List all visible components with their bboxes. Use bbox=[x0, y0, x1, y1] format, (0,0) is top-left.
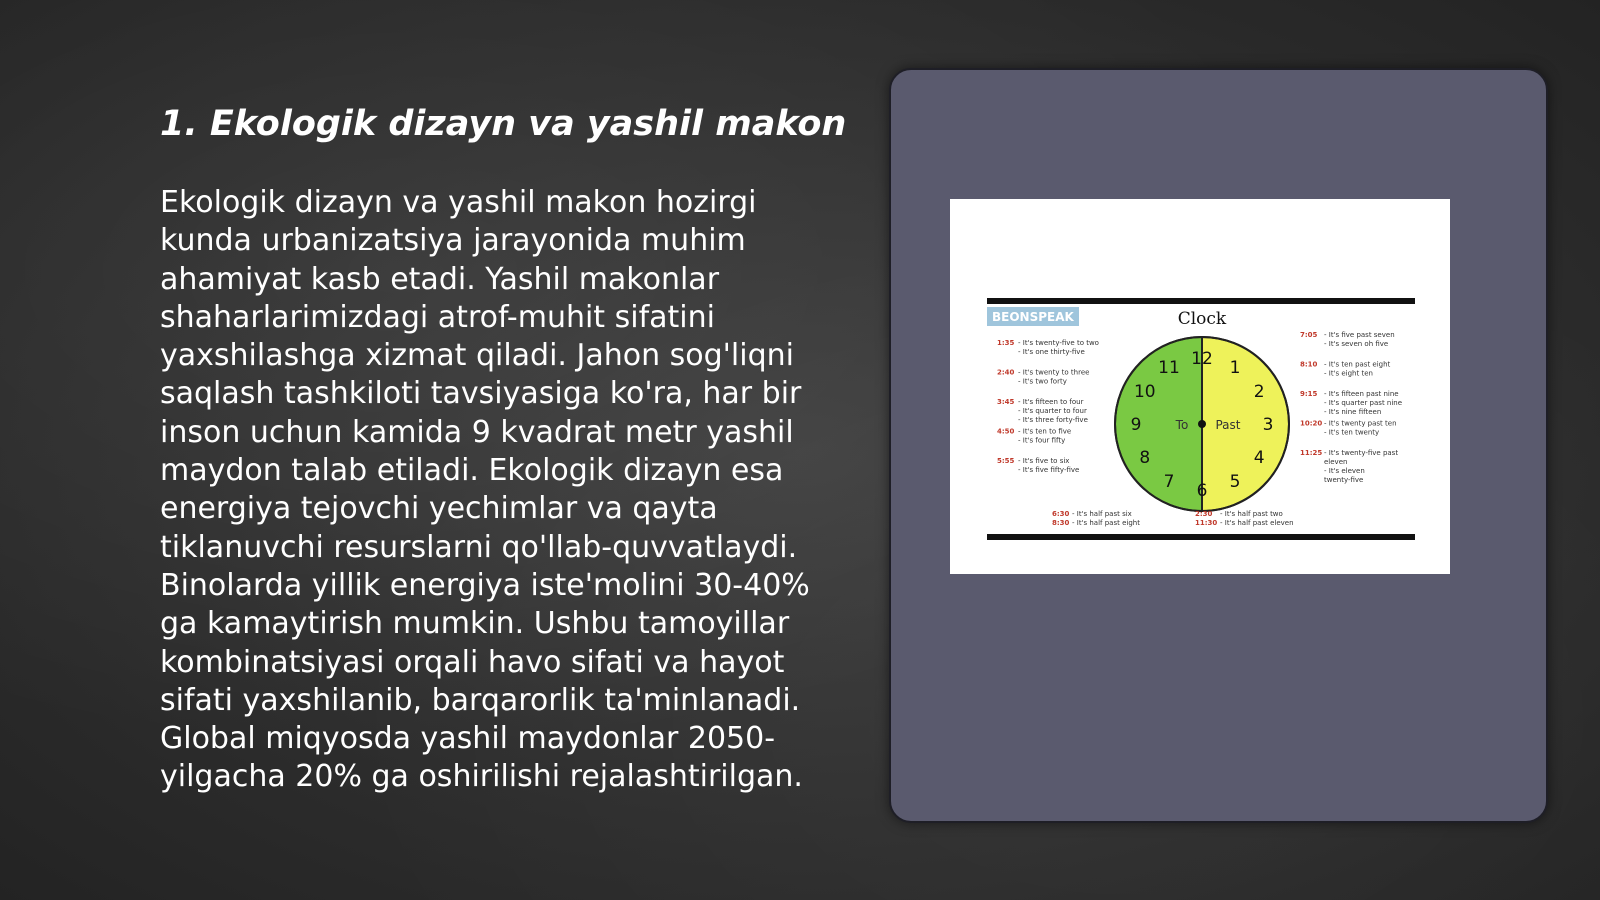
note-time: 11:30 bbox=[1195, 519, 1218, 527]
body-line: yaxshilashga xizmat qiladi. Jahon sog'liqni bbox=[160, 338, 794, 374]
note-line: - It's twenty-five to two bbox=[1018, 339, 1099, 347]
body-line: kunda urbanizatsiya jarayonida muhim bbox=[160, 223, 746, 259]
clock-number: 10 bbox=[1133, 382, 1156, 402]
right-notes bbox=[1300, 331, 1402, 484]
note-time: 4:50 bbox=[997, 427, 1015, 436]
note-time: 8:10 bbox=[1300, 360, 1318, 369]
note-time: 1:35 bbox=[997, 339, 1015, 347]
note-line: - It's twenty past ten bbox=[1324, 419, 1397, 428]
clock-number: 1 bbox=[1229, 357, 1241, 378]
body-line: sifati yaxshilanib, barqarorlik ta'minlanadi. bbox=[160, 682, 801, 718]
note-time: 9:15 bbox=[1300, 390, 1318, 398]
clock-number: 12 bbox=[1191, 349, 1213, 369]
clock-illustration bbox=[950, 199, 1450, 574]
bottom-notes bbox=[1052, 510, 1294, 527]
clock-number: 7 bbox=[1163, 472, 1175, 493]
note-line: - It's five fifty-five bbox=[1018, 466, 1080, 474]
note-time: 5:55 bbox=[997, 457, 1015, 465]
clock-number: 3 bbox=[1262, 415, 1274, 435]
clock-center bbox=[1198, 420, 1206, 428]
note-time: 10:20 bbox=[1300, 419, 1323, 428]
note-line: twenty-five bbox=[1324, 476, 1364, 484]
clock-number: 2 bbox=[1253, 382, 1265, 402]
clock-face bbox=[1115, 337, 1289, 511]
note-line: - It's ten twenty bbox=[1324, 428, 1380, 437]
note-line: - It's ten to five bbox=[1018, 427, 1072, 436]
note-line: - It's quarter past nine bbox=[1324, 399, 1403, 407]
note-line: - It's three forty-five bbox=[1018, 416, 1088, 424]
note-line: - It's half past six bbox=[1072, 510, 1132, 518]
image-title: Clock bbox=[1177, 309, 1227, 329]
clock-number: 5 bbox=[1229, 472, 1241, 493]
note-line: - It's four fifty bbox=[1018, 436, 1066, 445]
note-line: - It's twenty-five past bbox=[1324, 449, 1399, 457]
note-line: - It's two forty bbox=[1018, 377, 1067, 386]
note-line: - It's five to six bbox=[1018, 457, 1070, 465]
note-line: - It's quarter to four bbox=[1018, 407, 1087, 415]
note-line: - It's half past two bbox=[1220, 510, 1283, 518]
clock-number: 11 bbox=[1158, 357, 1180, 378]
note-line: eleven bbox=[1324, 458, 1348, 466]
clock-number: 4 bbox=[1253, 448, 1265, 468]
body-line: Binolarda yillik energiya iste'molini 30-40% bbox=[160, 567, 810, 603]
note-time: 2:30 bbox=[1195, 510, 1213, 518]
body-line: tiklanuvchi resurslarni qo'llab-quvvatlaydi. bbox=[160, 529, 798, 565]
clock-image bbox=[950, 199, 1450, 574]
left-notes bbox=[997, 339, 1099, 474]
body-line: saqlash tashkiloti tavsiyasiga ko'ra, har bir bbox=[160, 376, 802, 412]
brand-label: BEONSPEAK bbox=[992, 310, 1074, 324]
note-line: - It's seven oh five bbox=[1324, 340, 1389, 348]
note-line: - It's one thirty-five bbox=[1018, 348, 1085, 356]
top-bar bbox=[987, 298, 1415, 304]
body-line: ga kamaytirish mumkin. Ushbu tamoyillar bbox=[160, 606, 790, 642]
body-line: shaharlarimizdagi atrof-muhit sifatini bbox=[160, 299, 715, 335]
note-line: - It's nine fifteen bbox=[1324, 408, 1382, 416]
note-line: - It's half past eleven bbox=[1220, 519, 1294, 527]
note-line: - It's five past seven bbox=[1324, 331, 1395, 339]
slide-title: 1. Ekologik dizayn va yashil makon bbox=[160, 104, 847, 144]
body-line: maydon talab etiladi. Ekologik dizayn esa bbox=[160, 453, 784, 489]
note-time: 2:40 bbox=[997, 368, 1015, 377]
body-line: Global miqyosda yashil maydonlar 2050- bbox=[160, 721, 776, 757]
past-label: Past bbox=[1215, 418, 1241, 432]
to-label: To bbox=[1175, 418, 1189, 432]
note-time: 6:30 bbox=[1052, 510, 1070, 518]
note-line: - It's ten past eight bbox=[1324, 360, 1391, 369]
note-time: 7:05 bbox=[1300, 331, 1318, 339]
note-time: 3:45 bbox=[997, 398, 1015, 406]
body-line: kombinatsiyasi orqali havo sifati va hayot bbox=[160, 644, 785, 680]
slide-body bbox=[160, 184, 810, 797]
body-line: inson uchun kamida 9 kvadrat metr yashil bbox=[160, 414, 794, 450]
body-line: energiya tejovchi yechimlar va qayta bbox=[160, 491, 718, 527]
note-time: 11:25 bbox=[1300, 449, 1323, 457]
note-line: - It's half past eight bbox=[1072, 519, 1140, 527]
note-line: - It's twenty to three bbox=[1018, 368, 1090, 377]
body-line: ahamiyat kasb etadi. Yashil makonlar bbox=[160, 261, 720, 297]
note-line: - It's fifteen to four bbox=[1018, 398, 1084, 406]
bottom-bar bbox=[987, 534, 1415, 540]
note-line: - It's eight ten bbox=[1324, 369, 1373, 378]
clock-number: 8 bbox=[1139, 448, 1151, 468]
body-line: Ekologik dizayn va yashil makon hozirgi bbox=[160, 185, 757, 220]
clock-number: 9 bbox=[1130, 415, 1142, 435]
note-line: - It's eleven bbox=[1324, 467, 1365, 475]
body-line: yilgacha 20% ga oshirilishi rejalashtirilgan. bbox=[160, 759, 803, 795]
note-time: 8:30 bbox=[1052, 519, 1070, 527]
clock-number: 6 bbox=[1196, 481, 1208, 501]
note-line: - It's fifteen past nine bbox=[1324, 390, 1399, 398]
